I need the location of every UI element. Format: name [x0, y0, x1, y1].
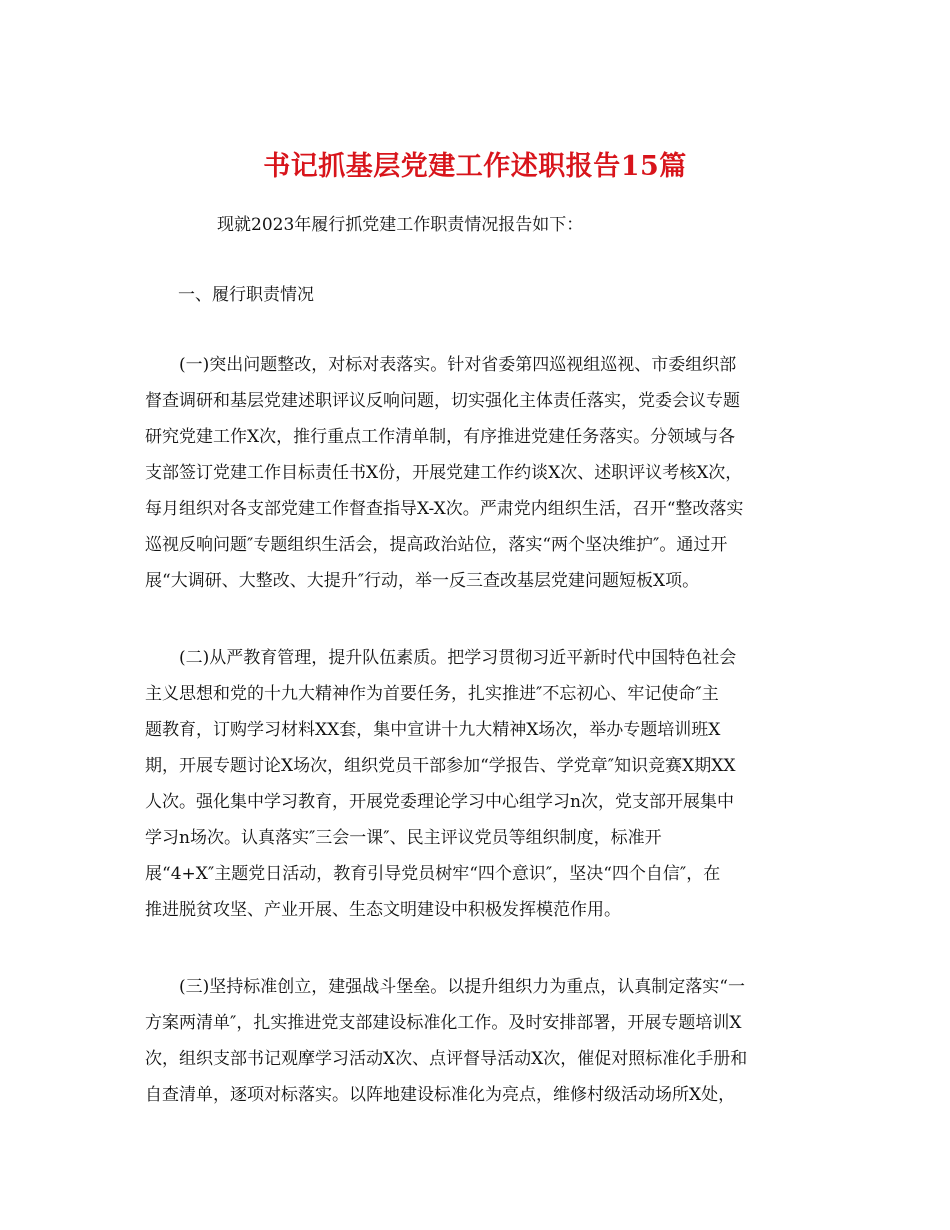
paragraph-line: 支部签订党建工作目标责任书X份，开展党建工作约谈X次、述职评议考核X次， — [145, 463, 743, 483]
intro-text: 现就2023年履行抓党建工作职责情况报告如下： — [217, 215, 584, 235]
paragraph-line: (二)从严教育管理，提升队伍素质。把学习贯彻习近平新时代中国特色社会 — [179, 648, 737, 668]
paragraph-1 — [145, 347, 805, 599]
paragraph-line: 自查清单，逐项对标落实。以阵地建设标准化为亮点，维修村级活动场所X处， — [145, 1085, 736, 1105]
paragraph-line: 每月组织对各支部党建工作督查指导X-X次。严肃党内组织生活，召开“整改落实 — [145, 499, 744, 519]
paragraph-line: (一)突出问题整改，对标对表落实。针对省委第四巡视组巡视、市委组织部 — [179, 355, 737, 375]
paragraph-line: 方案两清单″，扎实推进党支部建设标准化工作。及时安排部署，开展专题培训X — [145, 1013, 742, 1033]
paragraph-line: 主义思想和党的十九大精神作为首要任务，扎实推进″不忘初心、牢记使命″主 — [145, 684, 719, 704]
section-heading: 一、履行职责情况 — [178, 285, 314, 305]
paragraph-line: 次，组织支部书记观摩学习活动X次、点评督导活动X次，催促对照标准化手册和 — [145, 1049, 748, 1069]
paragraph-line: 期，开展专题讨论X场次，组织党员干部参加“学报告、学党章″知识竞赛X期XX — [145, 756, 736, 776]
paragraph-line: 展“4+X″主题党日活动，教育引导党员树牢“四个意识″，坚决“四个自信″，在 — [145, 864, 721, 884]
paragraph-line: 题教育，订购学习材料XX套，集中宣讲十九大精神X场次，举办专题培训班X — [145, 720, 721, 740]
paragraph-line: 研究党建工作X次，推行重点工作清单制，有序推进党建任务落实。分领域与各 — [145, 427, 736, 447]
paragraph-3 — [145, 969, 805, 1113]
paragraph-line: (三)坚持标准创立，建强战斗堡垒。以提升组织力为重点，认真制定落实“一 — [179, 977, 745, 997]
paragraph-line: 人次。强化集中学习教育，开展党委理论学习中心组学习n次，党支部开展集中 — [145, 792, 734, 812]
document-title: 书记抓基层党建工作述职报告15篇 — [263, 151, 687, 183]
paragraph-line: 督查调研和基层党建述职评议反响问题，切实强化主体责任落实，党委会议专题 — [145, 391, 740, 411]
paragraph-line: 推进脱贫攻坚、产业开展、生态文明建设中积极发挥模范作用。 — [145, 900, 621, 920]
paragraph-2 — [145, 640, 805, 928]
paragraph-line: 展“大调研、大整改、大提升″行动，举一反三查改基层党建问题短板X项。 — [145, 571, 700, 591]
paragraph-line: 学习n场次。认真落实″三会一课″、民主评议党员等组织制度，标准开 — [145, 828, 662, 848]
paragraph-line: 巡视反响问题″专题组织生活会，提高政治站位，落实“两个坚决维护″。通过开 — [145, 535, 728, 555]
